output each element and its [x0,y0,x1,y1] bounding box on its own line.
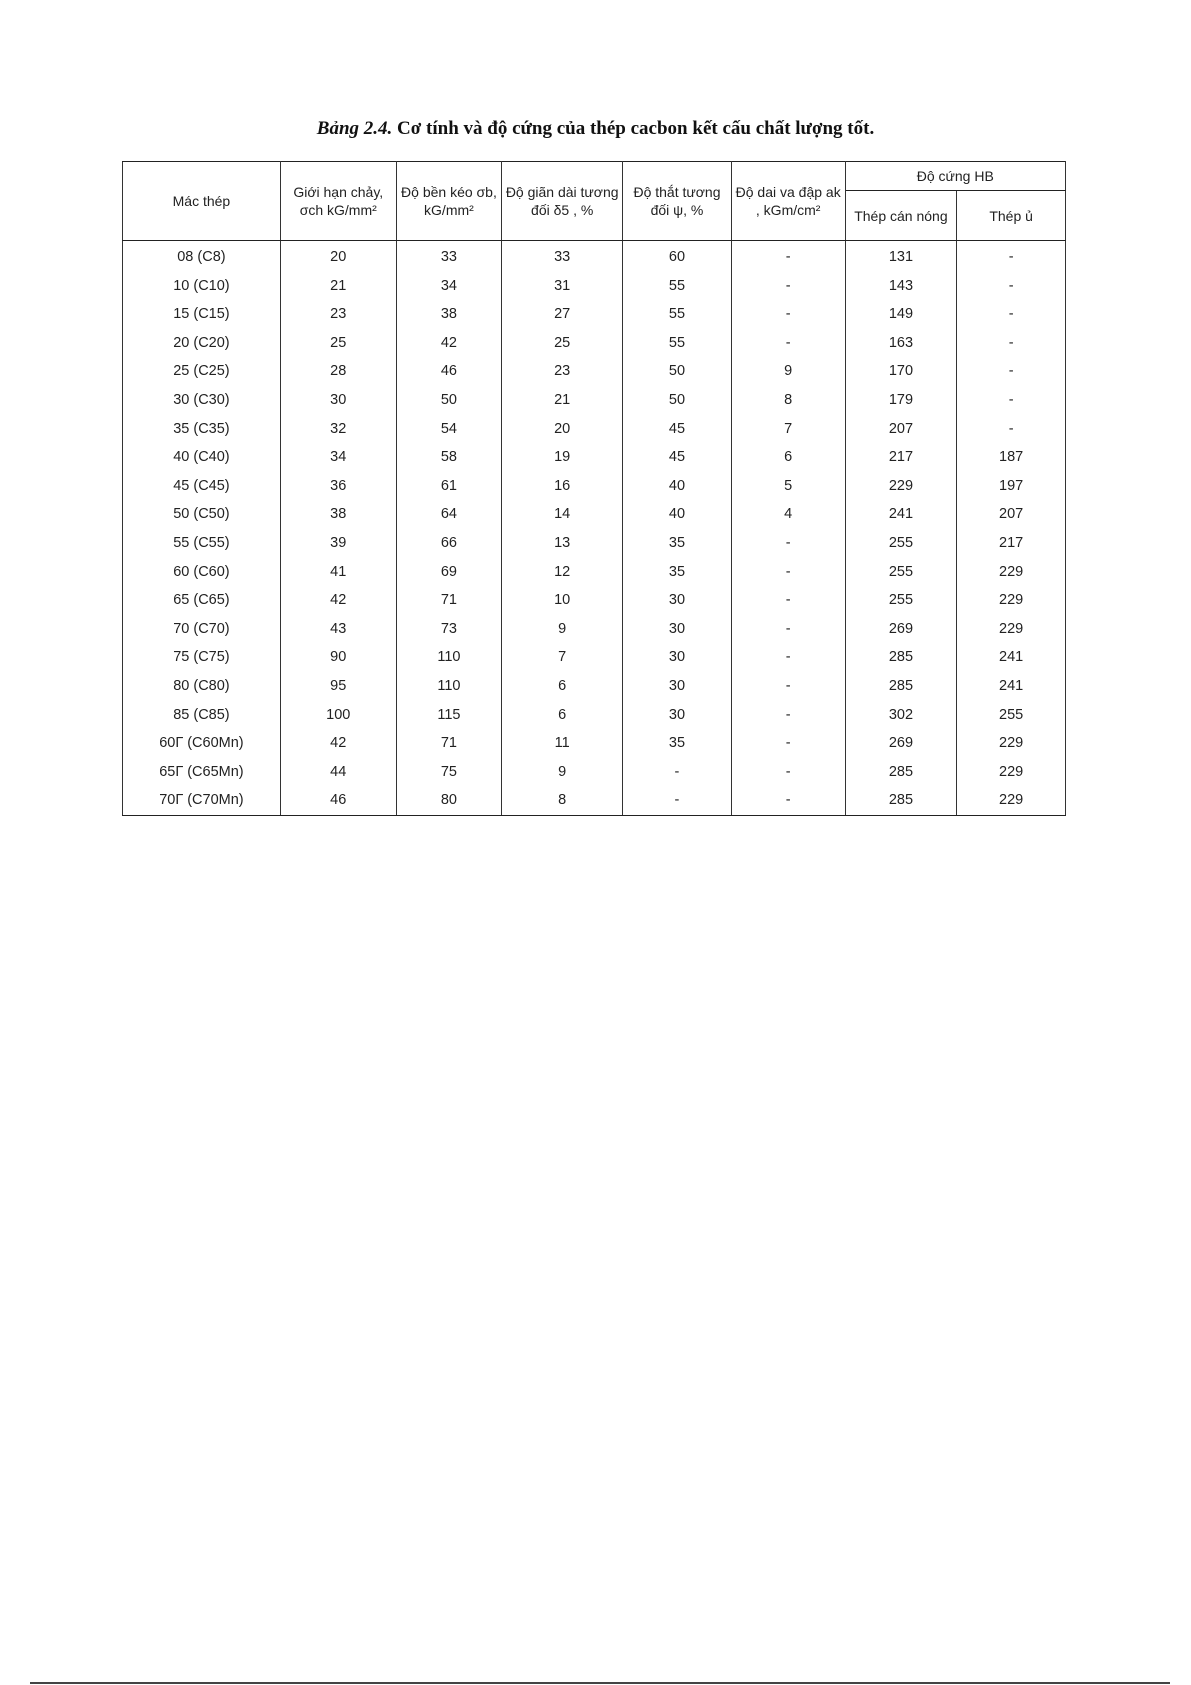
cell-tensile: 73 [396,615,502,644]
cell-yield: 39 [280,529,396,558]
header-hardness: Độ cứng HB [845,162,1065,191]
cell-reduction: 40 [623,472,732,501]
cell-hot-rolled: 217 [845,443,957,472]
cell-elongation: 33 [502,241,623,272]
cell-reduction: 30 [623,643,732,672]
cell-grade: 75 (C75) [123,643,281,672]
cell-reduction: 55 [623,329,732,358]
cell-reduction: 60 [623,241,732,272]
cell-elongation: 14 [502,500,623,529]
table-row [123,241,1066,272]
table-row [123,758,1066,787]
cell-elongation: 9 [502,615,623,644]
cell-elongation: 19 [502,443,623,472]
cell-tensile: 42 [396,329,502,358]
cell-annealed: - [957,300,1066,329]
cell-impact: 6 [731,443,845,472]
cell-yield: 34 [280,443,396,472]
cell-yield: 100 [280,701,396,730]
cell-reduction: 50 [623,386,732,415]
cell-elongation: 31 [502,272,623,301]
cell-impact: - [731,701,845,730]
cell-impact: - [731,786,845,815]
cell-impact: - [731,729,845,758]
cell-elongation: 12 [502,558,623,587]
cell-impact: 8 [731,386,845,415]
table-row [123,443,1066,472]
cell-elongation: 11 [502,729,623,758]
cell-hot-rolled: 255 [845,529,957,558]
cell-annealed: 217 [957,529,1066,558]
cell-yield: 38 [280,500,396,529]
cell-yield: 28 [280,357,396,386]
cell-grade: 65 (C65) [123,586,281,615]
cell-annealed: - [957,357,1066,386]
cell-grade: 35 (C35) [123,415,281,444]
cell-impact: - [731,643,845,672]
table-row [123,415,1066,444]
cell-impact: - [731,529,845,558]
cell-impact: - [731,615,845,644]
table-row [123,615,1066,644]
cell-hot-rolled: 285 [845,672,957,701]
cell-hot-rolled: 285 [845,758,957,787]
table-header [123,162,1066,241]
cell-impact: 7 [731,415,845,444]
cell-annealed: - [957,386,1066,415]
cell-grade: 55 (C55) [123,529,281,558]
cell-hot-rolled: 285 [845,643,957,672]
cell-elongation: 8 [502,786,623,815]
cell-elongation: 23 [502,357,623,386]
table-row [123,701,1066,730]
cell-hot-rolled: 163 [845,329,957,358]
cell-yield: 25 [280,329,396,358]
cell-grade: 08 (C8) [123,241,281,272]
cell-grade: 10 (C10) [123,272,281,301]
page-bottom-rule [30,1682,1170,1684]
cell-impact: 4 [731,500,845,529]
cell-annealed: 255 [957,701,1066,730]
cell-yield: 44 [280,758,396,787]
table-row [123,357,1066,386]
cell-impact: - [731,300,845,329]
cell-annealed: 197 [957,472,1066,501]
cell-yield: 20 [280,241,396,272]
cell-reduction: 45 [623,415,732,444]
table-row [123,643,1066,672]
cell-impact: - [731,586,845,615]
cell-yield: 42 [280,729,396,758]
cell-annealed: 229 [957,558,1066,587]
cell-annealed: 207 [957,500,1066,529]
header-hot-rolled: Thép cán nóng [845,191,957,241]
cell-reduction: 55 [623,300,732,329]
cell-elongation: 20 [502,415,623,444]
cell-hot-rolled: 255 [845,586,957,615]
cell-elongation: 25 [502,329,623,358]
cell-grade: 30 (C30) [123,386,281,415]
cell-tensile: 71 [396,729,502,758]
cell-yield: 95 [280,672,396,701]
cell-tensile: 64 [396,500,502,529]
cell-hot-rolled: 170 [845,357,957,386]
cell-annealed: 229 [957,786,1066,815]
cell-elongation: 7 [502,643,623,672]
cell-hot-rolled: 269 [845,729,957,758]
cell-hot-rolled: 255 [845,558,957,587]
cell-yield: 23 [280,300,396,329]
cell-hot-rolled: 143 [845,272,957,301]
cell-tensile: 46 [396,357,502,386]
cell-reduction: 35 [623,558,732,587]
cell-reduction: 35 [623,729,732,758]
cell-elongation: 13 [502,529,623,558]
cell-grade: 60Г (C60Mn) [123,729,281,758]
cell-hot-rolled: 241 [845,500,957,529]
cell-elongation: 16 [502,472,623,501]
cell-impact: - [731,329,845,358]
cell-yield: 90 [280,643,396,672]
cell-yield: 21 [280,272,396,301]
cell-hot-rolled: 302 [845,701,957,730]
cell-elongation: 10 [502,586,623,615]
table-row [123,558,1066,587]
cell-annealed: - [957,241,1066,272]
cell-impact: 9 [731,357,845,386]
cell-reduction: 45 [623,443,732,472]
cell-grade: 60 (C60) [123,558,281,587]
cell-impact: - [731,672,845,701]
cell-hot-rolled: 179 [845,386,957,415]
cell-yield: 30 [280,386,396,415]
table-row [123,386,1066,415]
cell-grade: 85 (C85) [123,701,281,730]
header-yield: Giới hạn chảy, σch kG/mm² [280,162,396,241]
table-row [123,729,1066,758]
cell-hot-rolled: 207 [845,415,957,444]
cell-tensile: 54 [396,415,502,444]
cell-reduction: 30 [623,672,732,701]
header-reduction: Độ thắt tương đối ψ, % [623,162,732,241]
cell-grade: 20 (C20) [123,329,281,358]
table-row [123,672,1066,701]
table-row [123,272,1066,301]
cell-reduction: 50 [623,357,732,386]
cell-grade: 15 (C15) [123,300,281,329]
cell-annealed: 241 [957,672,1066,701]
cell-elongation: 6 [502,701,623,730]
cell-impact: - [731,758,845,787]
table-row [123,300,1066,329]
cell-grade: 65Г (C65Mn) [123,758,281,787]
cell-annealed: - [957,415,1066,444]
cell-annealed: 229 [957,615,1066,644]
cell-impact: - [731,241,845,272]
cell-tensile: 33 [396,241,502,272]
cell-yield: 42 [280,586,396,615]
cell-reduction: 30 [623,701,732,730]
cell-hot-rolled: 269 [845,615,957,644]
cell-grade: 40 (C40) [123,443,281,472]
cell-tensile: 115 [396,701,502,730]
cell-grade: 70 (C70) [123,615,281,644]
table-caption [0,118,1191,140]
cell-tensile: 110 [396,672,502,701]
table-row [123,500,1066,529]
cell-elongation: 9 [502,758,623,787]
cell-annealed: - [957,329,1066,358]
cell-reduction: - [623,758,732,787]
cell-elongation: 21 [502,386,623,415]
cell-hot-rolled: 131 [845,241,957,272]
cell-annealed: 187 [957,443,1066,472]
cell-hot-rolled: 149 [845,300,957,329]
cell-yield: 32 [280,415,396,444]
cell-reduction: 35 [623,529,732,558]
cell-tensile: 69 [396,558,502,587]
caption-text: Cơ tính và độ cứng của thép cacbon kết cấu chất lượng tốt. [397,118,875,139]
cell-grade: 80 (C80) [123,672,281,701]
cell-tensile: 61 [396,472,502,501]
cell-annealed: 229 [957,729,1066,758]
header-annealed: Thép ủ [957,191,1066,241]
cell-reduction: 40 [623,500,732,529]
cell-grade: 25 (C25) [123,357,281,386]
cell-impact: - [731,558,845,587]
header-impact: Độ dai va đập ak , kGm/cm² [731,162,845,241]
cell-tensile: 66 [396,529,502,558]
cell-tensile: 50 [396,386,502,415]
cell-elongation: 6 [502,672,623,701]
cell-impact: - [731,272,845,301]
header-elongation: Độ giãn dài tương đối δ5 , % [502,162,623,241]
cell-tensile: 75 [396,758,502,787]
cell-grade: 70Г (C70Mn) [123,786,281,815]
cell-reduction: - [623,786,732,815]
table-row [123,786,1066,815]
cell-tensile: 80 [396,786,502,815]
steel-properties-table [122,161,1066,816]
cell-yield: 41 [280,558,396,587]
cell-elongation: 27 [502,300,623,329]
cell-tensile: 71 [396,586,502,615]
table-body [123,241,1066,816]
table-row [123,472,1066,501]
table-row [123,529,1066,558]
table-row [123,329,1066,358]
caption-label: Bảng 2.4. [316,118,393,139]
cell-annealed: 229 [957,758,1066,787]
cell-hot-rolled: 229 [845,472,957,501]
cell-yield: 46 [280,786,396,815]
cell-reduction: 30 [623,615,732,644]
cell-grade: 50 (C50) [123,500,281,529]
cell-reduction: 55 [623,272,732,301]
cell-grade: 45 (C45) [123,472,281,501]
header-grade: Mác thép [123,162,281,241]
cell-reduction: 30 [623,586,732,615]
cell-tensile: 34 [396,272,502,301]
cell-yield: 43 [280,615,396,644]
cell-annealed: - [957,272,1066,301]
cell-yield: 36 [280,472,396,501]
cell-tensile: 38 [396,300,502,329]
table-row [123,586,1066,615]
cell-tensile: 110 [396,643,502,672]
cell-annealed: 229 [957,586,1066,615]
header-tensile: Độ bền kéo σb, kG/mm² [396,162,502,241]
cell-hot-rolled: 285 [845,786,957,815]
cell-annealed: 241 [957,643,1066,672]
cell-tensile: 58 [396,443,502,472]
cell-impact: 5 [731,472,845,501]
